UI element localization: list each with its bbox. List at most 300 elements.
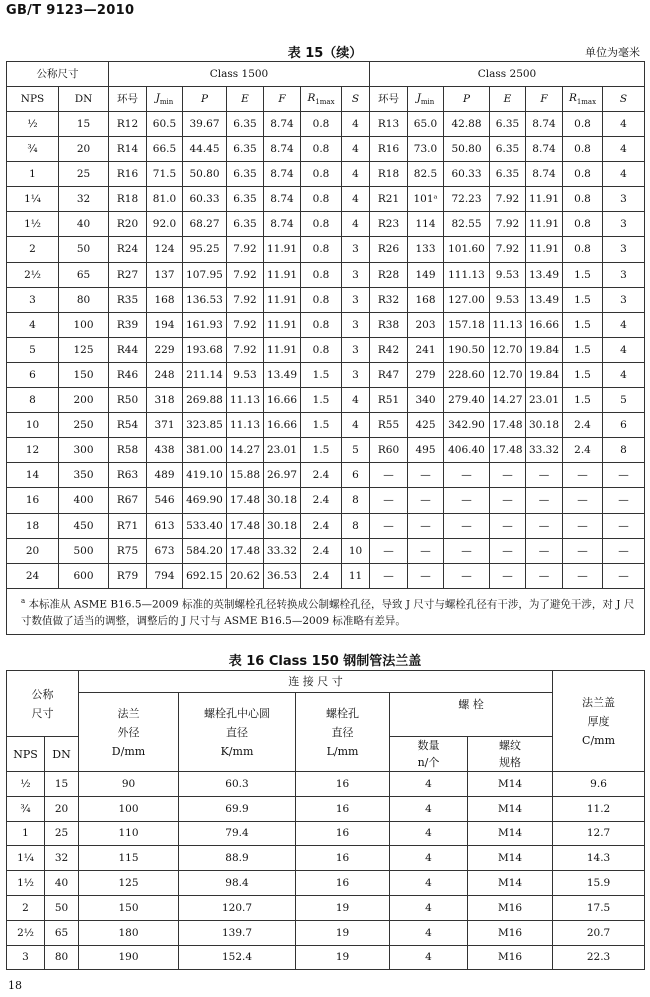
header-bolt: 螺 栓: [390, 693, 553, 737]
table-cell: 11.13: [227, 388, 264, 413]
table-cell: 600: [59, 563, 109, 588]
footnote-text: 本标准从 ASME B16.5—2009 标准的英制螺栓孔径转换成公制螺栓孔径，导致 J 尺寸与螺栓孔径有干涉，为了避免干涉，对 J 尺寸数值做了适当的调整，调整后的 J 尺寸与 ASME B16.5—2009 标准略有差异。: [21, 598, 635, 628]
table-row: [7, 463, 645, 488]
table-cell: 15: [45, 772, 79, 797]
table-cell: 17.5: [553, 895, 645, 920]
table-cell: R13: [370, 112, 408, 137]
table-cell: 180: [79, 920, 179, 945]
table-cell: 14: [7, 463, 59, 488]
table-cell: 168: [408, 287, 444, 312]
table-cell: M14: [468, 772, 553, 797]
table-row: [7, 137, 645, 162]
header-j-min: $J_{min}$: [408, 87, 444, 112]
header-p: P: [183, 87, 227, 112]
table-cell: 3: [7, 287, 59, 312]
table-cell: 8: [342, 513, 370, 538]
header-e: E: [490, 87, 526, 112]
header-bolt-qty: 数量 n/个: [390, 737, 468, 772]
table-cell: 4: [390, 846, 468, 871]
table-cell: 1.5: [301, 362, 342, 387]
table-cell: 81.0: [147, 187, 183, 212]
table-cell: 4: [390, 895, 468, 920]
table-cell: R39: [109, 312, 147, 337]
table-row: [7, 796, 645, 821]
table-cell: 241: [408, 337, 444, 362]
table-cell: 0.8: [301, 237, 342, 262]
table-cell: 139.7: [179, 920, 296, 945]
table-cell: 98.4: [179, 871, 296, 896]
table-cell: 1¼: [7, 846, 45, 871]
table-cell: 7.92: [490, 212, 526, 237]
header-nominal-size: 公称尺寸: [7, 62, 109, 87]
table-cell: 60.3: [179, 772, 296, 797]
table-cell: 8: [342, 488, 370, 513]
table-cell: 152.4: [179, 945, 296, 970]
table-cell: 17.48: [490, 438, 526, 463]
table-cell: 16.66: [264, 388, 301, 413]
table-cell: 4: [390, 945, 468, 970]
table-cell: 110: [79, 821, 179, 846]
table-cell: 11.91: [526, 237, 563, 262]
table-row: [7, 488, 645, 513]
table-cell: 16: [296, 772, 390, 797]
table-cell: 136.53: [183, 287, 227, 312]
table-row: [7, 772, 645, 797]
table-cell: 13.49: [526, 287, 563, 312]
table-cell: R54: [109, 413, 147, 438]
table-cell: 6: [603, 413, 645, 438]
table-cell: R18: [109, 187, 147, 212]
header-bolt-hole: 螺栓孔 直径 L/mm: [296, 693, 390, 772]
table-cell: 7.92: [490, 187, 526, 212]
table-row: [7, 895, 645, 920]
table-cell: 7.92: [227, 337, 264, 362]
table-cell: —: [563, 488, 603, 513]
table-cell: 13.49: [526, 262, 563, 287]
table-row: [7, 871, 645, 896]
table-cell: 17.48: [227, 488, 264, 513]
table-cell: R79: [109, 563, 147, 588]
table-cell: 17.48: [490, 413, 526, 438]
table-cell: 3: [342, 337, 370, 362]
header-dn: DN: [59, 87, 109, 112]
table-cell: R55: [370, 413, 408, 438]
table-cell: 6.35: [227, 137, 264, 162]
table-cell: 190.50: [444, 337, 490, 362]
table-cell: 11.91: [264, 262, 301, 287]
table-cell: 10: [342, 538, 370, 563]
table-cell: —: [526, 563, 563, 588]
table-cell: R44: [109, 337, 147, 362]
table-cell: 400: [59, 488, 109, 513]
table-cell: 20.7: [553, 920, 645, 945]
table-cell: 19: [296, 895, 390, 920]
table-cell: R24: [109, 237, 147, 262]
table-cell: 438: [147, 438, 183, 463]
table-cell: 8.74: [264, 162, 301, 187]
table-cell: 12.70: [490, 362, 526, 387]
table-cell: 8.74: [526, 162, 563, 187]
table-cell: R63: [109, 463, 147, 488]
table-cell: 9.53: [227, 362, 264, 387]
table-cell: 2.4: [563, 438, 603, 463]
header-s: S: [342, 87, 370, 112]
table-cell: —: [563, 513, 603, 538]
table-cell: 4: [390, 796, 468, 821]
header-class-2500: Class 2500: [370, 62, 645, 87]
table-cell: 125: [59, 337, 109, 362]
table-cell: 8.74: [264, 112, 301, 137]
table-cell: —: [526, 463, 563, 488]
table-cell: 23.01: [264, 438, 301, 463]
table-cell: 40: [45, 871, 79, 896]
table-cell: —: [444, 513, 490, 538]
table-cell: 68.27: [183, 212, 227, 237]
table-cell: 193.68: [183, 337, 227, 362]
table-cell: —: [444, 463, 490, 488]
header-bolt-circle: 螺栓孔中心圆 直径 K/mm: [179, 693, 296, 772]
table-cell: R26: [370, 237, 408, 262]
table-cell: R28: [370, 262, 408, 287]
table-cell: 14.3: [553, 846, 645, 871]
table-cell: 50.80: [444, 137, 490, 162]
header-thread: 螺纹 规格: [468, 737, 553, 772]
header-f: F: [264, 87, 301, 112]
table-cell: 60.5: [147, 112, 183, 137]
table-cell: 16: [296, 796, 390, 821]
table-cell: 1.5: [563, 262, 603, 287]
table-cell: 0.8: [563, 162, 603, 187]
table-cell: 1.5: [301, 413, 342, 438]
table-cell: —: [563, 463, 603, 488]
table15-subheader-row: [7, 87, 645, 112]
table-cell: 11.91: [264, 337, 301, 362]
table-cell: 20: [7, 538, 59, 563]
table-cell: —: [370, 563, 408, 588]
table-cell: 9.53: [490, 262, 526, 287]
table-cell: —: [444, 563, 490, 588]
table-cell: 127.00: [444, 287, 490, 312]
table-cell: 16: [296, 821, 390, 846]
table-cell: 0.8: [563, 237, 603, 262]
table-cell: 4: [390, 821, 468, 846]
table-cell: 7.92: [490, 237, 526, 262]
table-cell: 12: [7, 438, 59, 463]
table-cell: 584.20: [183, 538, 227, 563]
table-cell: 79.4: [179, 821, 296, 846]
table-cell: 25: [59, 162, 109, 187]
table-row: [7, 920, 645, 945]
footnote-mark: a: [21, 596, 26, 605]
table-cell: 60.33: [444, 162, 490, 187]
table-cell: 20: [59, 137, 109, 162]
table-cell: 95.25: [183, 237, 227, 262]
table-cell: 300: [59, 438, 109, 463]
table-cell: 9.6: [553, 772, 645, 797]
table-cell: 7.92: [227, 237, 264, 262]
table-cell: 0.8: [301, 287, 342, 312]
table-cell: 269.88: [183, 388, 227, 413]
table-cell: 4: [390, 871, 468, 896]
table-cell: —: [603, 488, 645, 513]
table-cell: R16: [109, 162, 147, 187]
table-cell: M14: [468, 796, 553, 821]
table-cell: R35: [109, 287, 147, 312]
table-row: [7, 563, 645, 588]
table-row: [7, 362, 645, 387]
table-cell: 137: [147, 262, 183, 287]
table-cell: 0.8: [301, 112, 342, 137]
table-cell: 133: [408, 237, 444, 262]
table-cell: 7.92: [227, 262, 264, 287]
table-cell: 33.32: [264, 538, 301, 563]
table-cell: 4: [342, 162, 370, 187]
table-cell: 533.40: [183, 513, 227, 538]
table-cell: 1.5: [563, 337, 603, 362]
table15-footnote: [7, 588, 645, 635]
table-cell: ½: [7, 772, 45, 797]
table-cell: 107.95: [183, 262, 227, 287]
header-ring-no: 环号: [370, 87, 408, 112]
table-cell: 11.13: [227, 413, 264, 438]
table-cell: —: [370, 538, 408, 563]
table-cell: 1: [7, 821, 45, 846]
table-cell: 489: [147, 463, 183, 488]
table-cell: M16: [468, 895, 553, 920]
table-cell: 350: [59, 463, 109, 488]
table-cell: R16: [370, 137, 408, 162]
table-cell: 14.27: [227, 438, 264, 463]
table-row: [7, 162, 645, 187]
table-cell: 248: [147, 362, 183, 387]
table-cell: —: [408, 513, 444, 538]
table-cell: 0.8: [301, 312, 342, 337]
table-cell: —: [370, 463, 408, 488]
table-cell: —: [603, 463, 645, 488]
table-cell: R42: [370, 337, 408, 362]
table-cell: —: [370, 488, 408, 513]
table-cell: 36.53: [264, 563, 301, 588]
table-cell: 82.55: [444, 212, 490, 237]
table-cell: 0.8: [301, 337, 342, 362]
table-cell: ¾: [7, 137, 59, 162]
table-cell: 4: [342, 413, 370, 438]
table-cell: 4: [603, 362, 645, 387]
table-cell: M16: [468, 945, 553, 970]
table-cell: 32: [59, 187, 109, 212]
table-cell: —: [603, 513, 645, 538]
table-cell: 2: [7, 237, 59, 262]
table-cell: 5: [342, 438, 370, 463]
table-cell: 8: [603, 438, 645, 463]
table-cell: 3: [342, 312, 370, 337]
header-flange-od: 法兰 外径 D/mm: [79, 693, 179, 772]
table-cell: 6.35: [490, 112, 526, 137]
table-cell: 228.60: [444, 362, 490, 387]
header-f: F: [526, 87, 563, 112]
table-cell: 340: [408, 388, 444, 413]
table-cell: 3: [7, 945, 45, 970]
table-cell: R50: [109, 388, 147, 413]
table-cell: 6: [7, 362, 59, 387]
table-cell: 16.66: [264, 413, 301, 438]
header-p: P: [444, 87, 490, 112]
table-cell: 65: [59, 262, 109, 287]
table-cell: 211.14: [183, 362, 227, 387]
table-cell: 33.32: [526, 438, 563, 463]
table-cell: M14: [468, 821, 553, 846]
table-cell: 279: [408, 362, 444, 387]
table-cell: 168: [147, 287, 183, 312]
table-cell: 4: [390, 920, 468, 945]
table-cell: 39.67: [183, 112, 227, 137]
table-cell: 15: [59, 112, 109, 137]
standard-number: GB/T 9123—2010: [6, 3, 135, 18]
table-cell: 11.91: [526, 187, 563, 212]
table-cell: 16: [7, 488, 59, 513]
table-cell: 0.8: [301, 137, 342, 162]
table-cell: 4: [342, 112, 370, 137]
table-cell: 20: [45, 796, 79, 821]
table-cell: R58: [109, 438, 147, 463]
table-cell: 157.18: [444, 312, 490, 337]
table-cell: 8.74: [264, 212, 301, 237]
header-r1max: $R_{1max}$: [563, 87, 603, 112]
table-cell: 3: [603, 262, 645, 287]
table-cell: R27: [109, 262, 147, 287]
table-cell: 65: [45, 920, 79, 945]
table-cell: 1½: [7, 871, 45, 896]
table-cell: —: [444, 488, 490, 513]
table-cell: 161.93: [183, 312, 227, 337]
table-cell: 80: [45, 945, 79, 970]
table-cell: 8.74: [526, 137, 563, 162]
table-cell: 71.5: [147, 162, 183, 187]
table-cell: 1¼: [7, 187, 59, 212]
table-cell: 124: [147, 237, 183, 262]
table-cell: 6.35: [490, 137, 526, 162]
table-cell: 419.10: [183, 463, 227, 488]
table-cell: 50.80: [183, 162, 227, 187]
table-cell: 203: [408, 312, 444, 337]
table-cell: 4: [342, 212, 370, 237]
table-cell: 11.91: [264, 287, 301, 312]
table-cell: 2.4: [301, 513, 342, 538]
table-cell: 5: [7, 337, 59, 362]
table-row: [7, 187, 645, 212]
table-cell: 90: [79, 772, 179, 797]
table-cell: 0.8: [563, 187, 603, 212]
table-cell: 3: [342, 237, 370, 262]
table-cell: 125: [79, 871, 179, 896]
table-cell: 794: [147, 563, 183, 588]
table-cell: 19: [296, 945, 390, 970]
table-cell: 190: [79, 945, 179, 970]
table-cell: 613: [147, 513, 183, 538]
table-cell: 100: [79, 796, 179, 821]
table-row: [7, 337, 645, 362]
table-cell: 2½: [7, 262, 59, 287]
page-number: 18: [8, 979, 22, 992]
table-cell: 3: [603, 187, 645, 212]
table-cell: 3: [342, 287, 370, 312]
header-dn: DN: [45, 737, 79, 772]
table-cell: 1: [7, 162, 59, 187]
table-cell: 30.18: [264, 488, 301, 513]
table-cell: 32: [45, 846, 79, 871]
table-cell: 4: [342, 187, 370, 212]
table-cell: 546: [147, 488, 183, 513]
table-cell: 2½: [7, 920, 45, 945]
table-cell: 2: [7, 895, 45, 920]
table-cell: R51: [370, 388, 408, 413]
table-cell: —: [563, 563, 603, 588]
table-cell: 406.40: [444, 438, 490, 463]
table-cell: —: [490, 513, 526, 538]
table-cell: 425: [408, 413, 444, 438]
table-cell: 17.48: [227, 513, 264, 538]
table-cell: R75: [109, 538, 147, 563]
table-cell: 673: [147, 538, 183, 563]
table-cell: 115: [79, 846, 179, 871]
table-cell: 50: [59, 237, 109, 262]
table-cell: 23.01: [526, 388, 563, 413]
table-cell: 3: [342, 262, 370, 287]
table-cell: 100: [59, 312, 109, 337]
table-cell: 469.90: [183, 488, 227, 513]
header-ring-no: 环号: [109, 87, 147, 112]
table-cell: 4: [603, 112, 645, 137]
table-cell: —: [408, 488, 444, 513]
table-cell: —: [444, 538, 490, 563]
table-cell: —: [490, 463, 526, 488]
table-cell: 342.90: [444, 413, 490, 438]
table-cell: —: [563, 538, 603, 563]
table-cell: 14.27: [490, 388, 526, 413]
table-cell: R14: [109, 137, 147, 162]
table-row: [7, 846, 645, 871]
table-cell: M14: [468, 846, 553, 871]
table-cell: 229: [147, 337, 183, 362]
table-cell: 50: [45, 895, 79, 920]
table-cell: 279.40: [444, 388, 490, 413]
table-row: [7, 438, 645, 463]
table-cell: 12.70: [490, 337, 526, 362]
header-nps: NPS: [7, 737, 45, 772]
table-cell: 65.0: [408, 112, 444, 137]
table-row: [7, 945, 645, 970]
table-cell: R20: [109, 212, 147, 237]
table-cell: R67: [109, 488, 147, 513]
table-cell: 101.60: [444, 237, 490, 262]
table-cell: 19.84: [526, 362, 563, 387]
table-cell: 6.35: [227, 187, 264, 212]
table-row: [7, 513, 645, 538]
table-cell: 1.5: [301, 388, 342, 413]
table-cell: —: [408, 563, 444, 588]
table-cell: 3: [603, 237, 645, 262]
table-cell: 6.35: [227, 212, 264, 237]
table-cell: 8: [7, 388, 59, 413]
table-cell: 6.35: [227, 112, 264, 137]
table-cell: —: [490, 563, 526, 588]
table-cell: 500: [59, 538, 109, 563]
table-cell: 0.8: [301, 162, 342, 187]
table-cell: 20.62: [227, 563, 264, 588]
table15-caption: 表 15（续）: [287, 46, 363, 61]
table-cell: 200: [59, 388, 109, 413]
table-cell: 1.5: [301, 438, 342, 463]
